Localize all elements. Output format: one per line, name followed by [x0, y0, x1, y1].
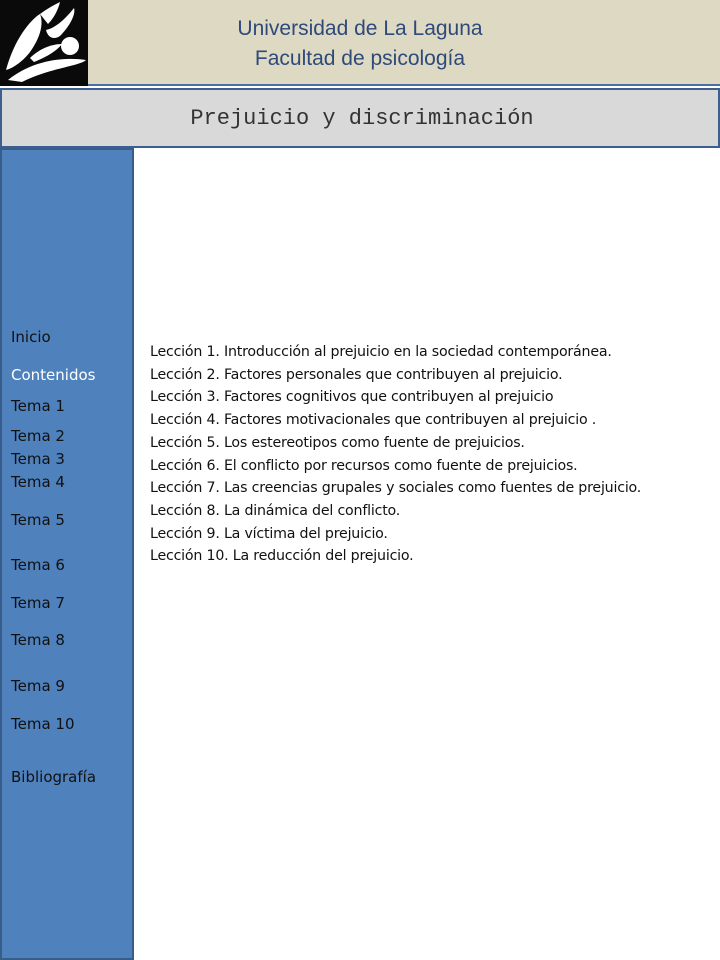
nav-item-tema-3[interactable]: Tema 3 — [11, 450, 65, 468]
lesson-item: Lección 5. Los estereotipos como fuente de prejuicios. — [150, 434, 525, 451]
lesson-list — [150, 341, 715, 568]
nav-item-tema-1[interactable]: Tema 1 — [11, 397, 65, 415]
lesson-item: Lección 2. Factores personales que contribuyen al prejuicio. — [150, 366, 563, 383]
nav-item-tema-5[interactable]: Tema 5 — [11, 511, 65, 529]
lesson-item: Lección 6. El conflicto por recursos como fuente de prejuicios. — [150, 457, 578, 474]
lesson-item: Lección 7. Las creencias grupales y sociales como fuentes de prejuicio. — [150, 480, 642, 497]
nav-item-tema-9[interactable]: Tema 9 — [11, 677, 65, 695]
lesson-item: Lección 10. La reducción del prejuicio. — [150, 548, 414, 565]
header-banner — [88, 0, 720, 86]
nav-item-tema-7[interactable]: Tema 7 — [11, 594, 65, 612]
nav-item-bibliografia[interactable]: Bibliografía — [11, 768, 97, 786]
lesson-item: Lección 8. La dinámica del conflicto. — [150, 502, 401, 519]
university-name: Universidad de La Laguna — [237, 17, 483, 40]
nav-item-tema-10[interactable]: Tema 10 — [11, 715, 75, 733]
lesson-item: Lección 4. Factores motivacionales que contribuyen al prejuicio . — [150, 412, 597, 429]
faculty-name: Facultad de psicología — [254, 47, 466, 70]
nav-item-tema-2[interactable]: Tema 2 — [11, 427, 65, 445]
nav-item-tema-4[interactable]: Tema 4 — [11, 473, 65, 491]
nav-item-tema-8[interactable]: Tema 8 — [11, 631, 65, 649]
course-title-bar — [0, 88, 720, 148]
course-title: Prejuicio y discriminación — [190, 106, 534, 131]
university-logo — [0, 0, 88, 86]
nav-item-tema-6[interactable]: Tema 6 — [11, 556, 65, 574]
nav-item-inicio[interactable]: Inicio — [11, 328, 51, 346]
lesson-item: Lección 9. La víctima del prejuicio. — [150, 525, 388, 542]
lesson-item: Lección 3. Factores cognitivos que contribuyen al prejuicio — [150, 389, 554, 406]
sidebar-nav — [0, 148, 134, 960]
nav-item-contenidos[interactable]: Contenidos — [11, 366, 96, 384]
dancing-figure-logo-icon — [0, 0, 88, 86]
lesson-item: Lección 1. Introducción al prejuicio en la sociedad contemporánea. — [150, 344, 612, 360]
